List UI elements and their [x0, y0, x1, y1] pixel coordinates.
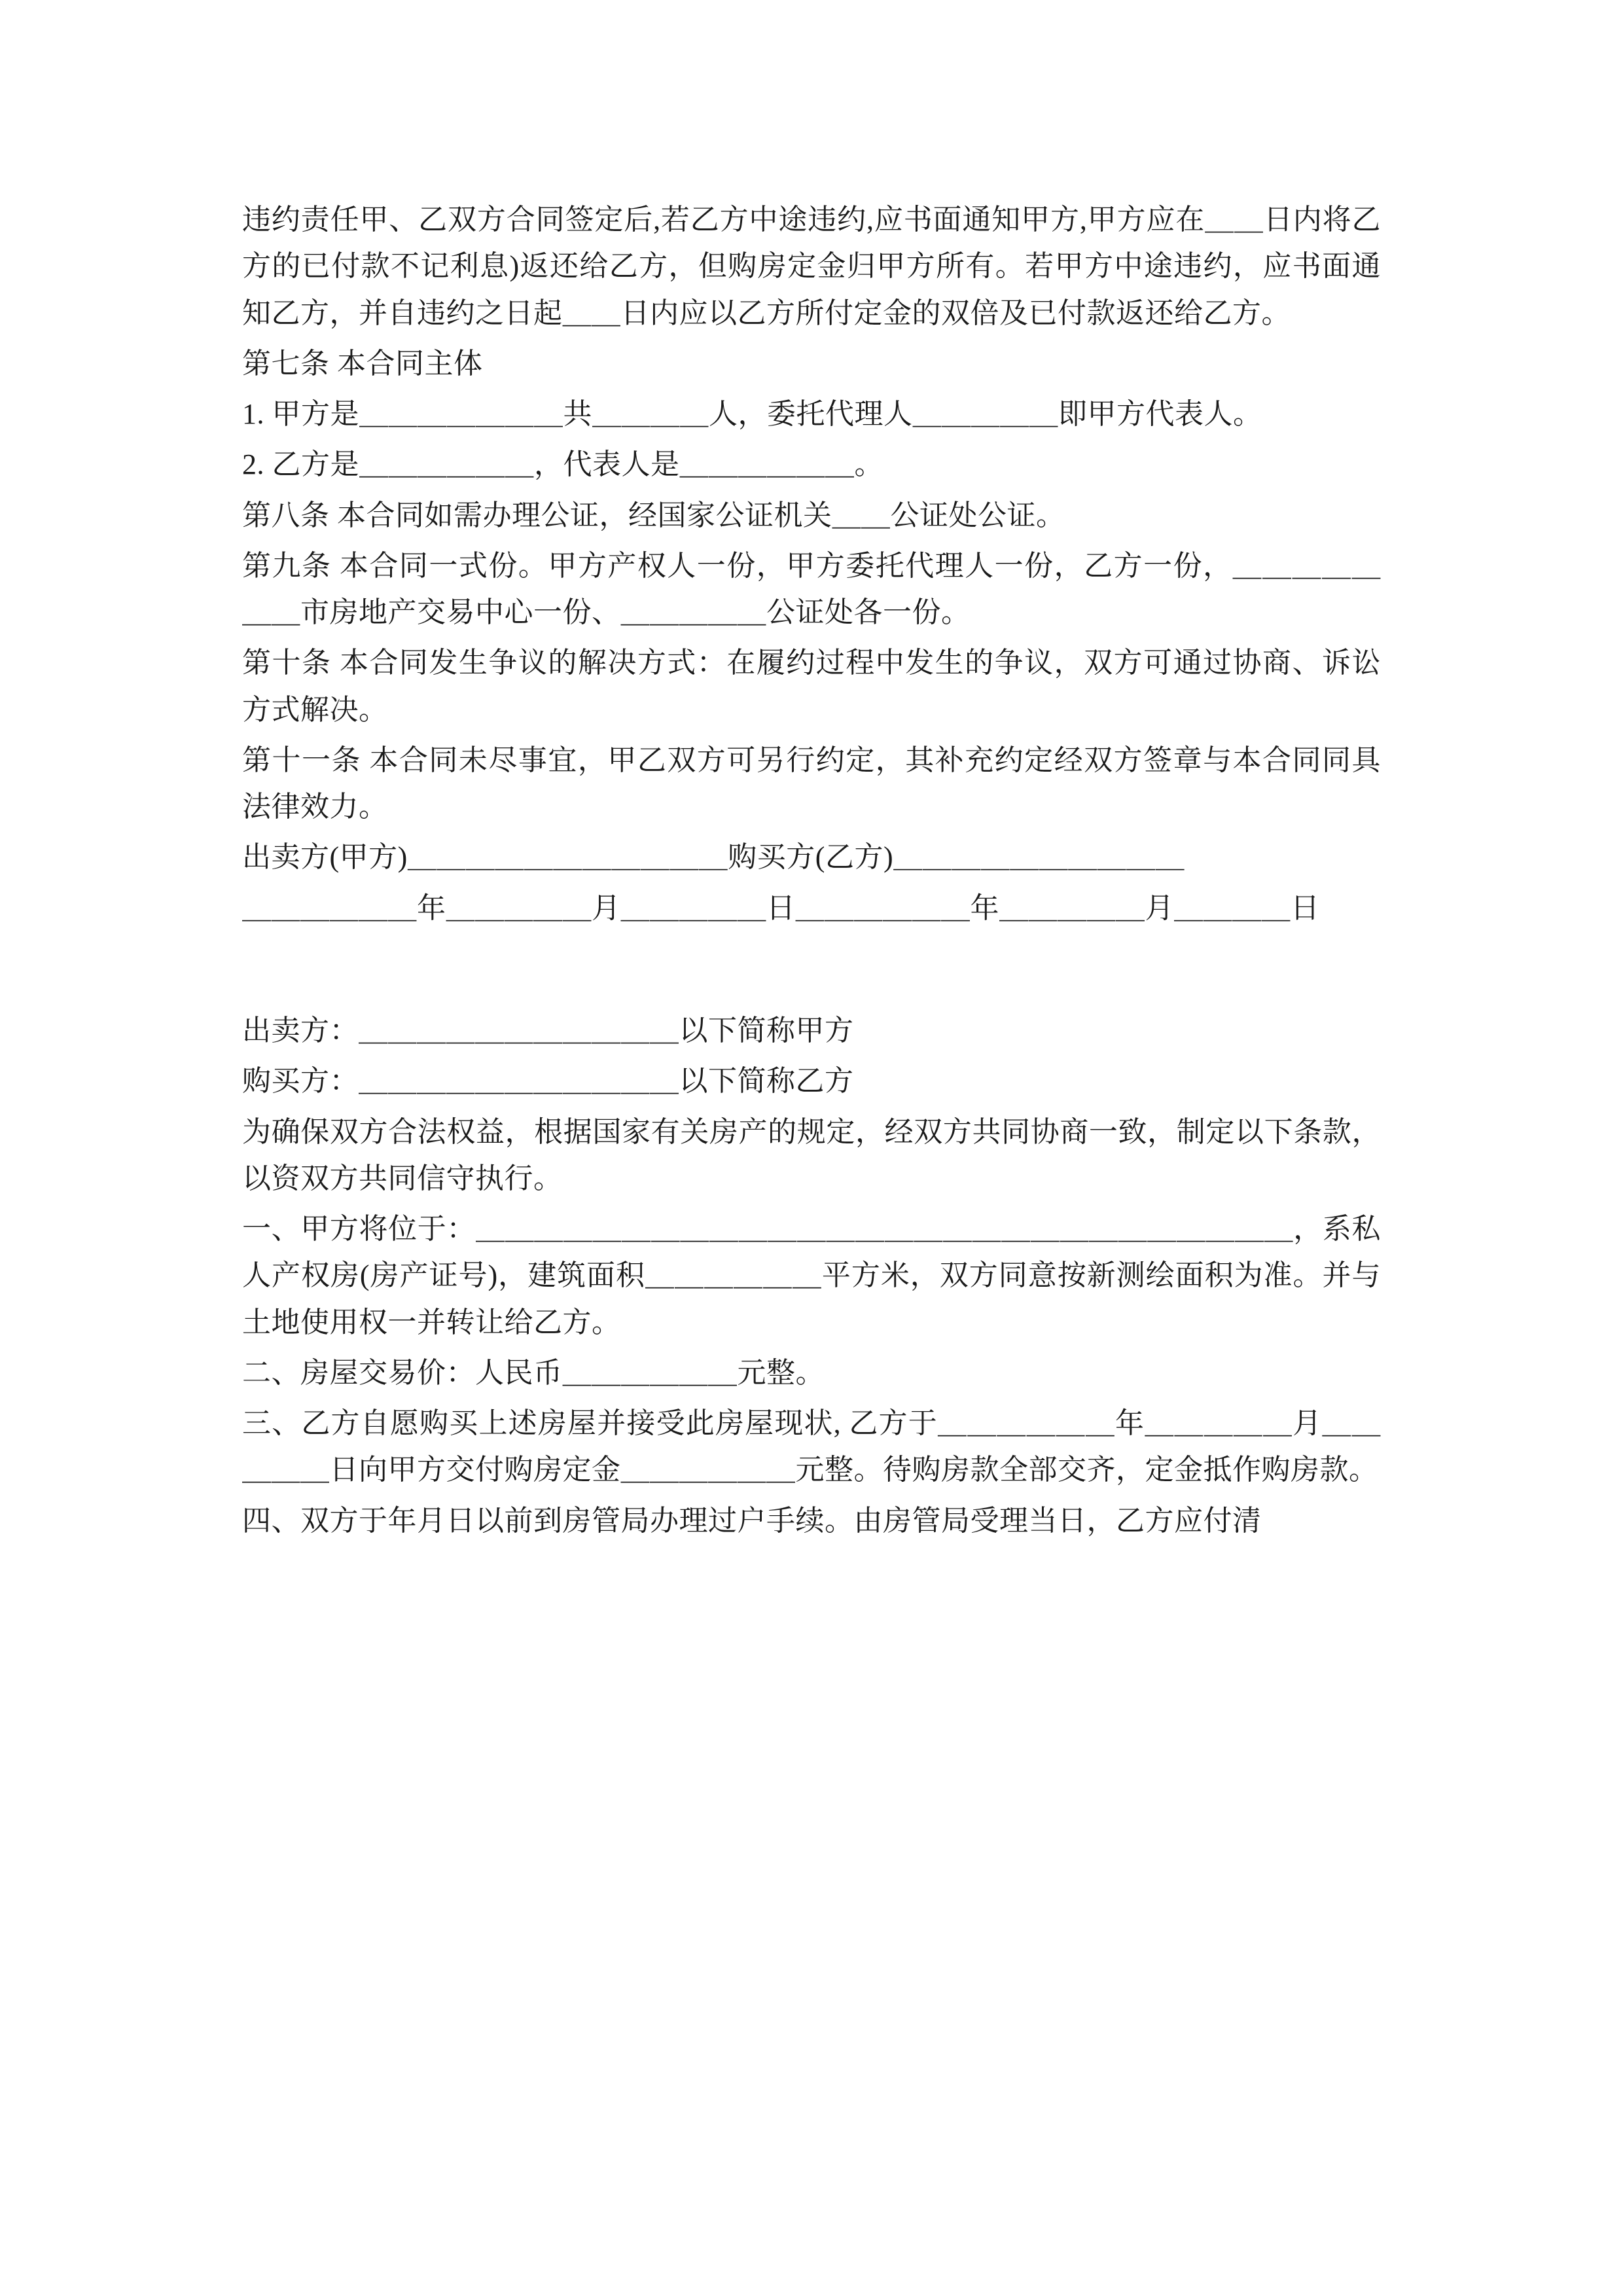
paragraph-clause-two: 二、房屋交易价：人民币＿＿＿＿＿＿元整。 [242, 1356, 825, 1389]
paragraph-article-nine: 第九条 本合同一式份。甲方产权人一份，甲方委托代理人一份，乙方一份，＿＿＿＿＿＿＿市房地产交易中心一份、＿＿＿＿＿公证处各一份。 [242, 549, 1381, 629]
paragraph-party-a: 1. 甲方是＿＿＿＿＿＿＿共＿＿＿＿人，委托代理人＿＿＿＿＿即甲方代表人。 [242, 398, 1262, 431]
signature-line-dates: ＿＿＿＿＿＿年＿＿＿＿＿月＿＿＿＿＿日＿＿＿＿＿＿年＿＿＿＿＿月＿＿＿＿日 [242, 891, 1320, 924]
paragraph-article-eight: 第八条 本合同如需办理公证，经国家公证机关＿＿公证处公证。 [242, 499, 1065, 531]
paragraph-seller-name: 出卖方：＿＿＿＿＿＿＿＿＿＿＿以下简称甲方 [242, 1014, 854, 1047]
paragraph-article-ten: 第十条 本合同发生争议的解决方式：在履约过程中发生的争议，双方可通过协商、诉讼方式解决。 [242, 647, 1381, 726]
paragraph-preamble: 为确保双方合法权益，根据国家有关房产的规定，经双方共同协商一致，制定以下条款，以资双方共同信守执行。 [242, 1115, 1381, 1194]
paragraph-clause-three: 三、乙方自愿购买上述房屋并接受此房屋现状, 乙方于＿＿＿＿＿＿年＿＿＿＿＿月＿＿＿＿＿日向甲方交付购房定金＿＿＿＿＿＿元整。待购房款全部交齐，定金抵作购房款。 [242, 1407, 1381, 1486]
section-spacer [242, 935, 1381, 1007]
signature-line-parties: 出卖方(甲方)＿＿＿＿＿＿＿＿＿＿＿购买方(乙方)＿＿＿＿＿＿＿＿＿＿ [242, 841, 1185, 874]
paragraph-buyer-name: 购买方：＿＿＿＿＿＿＿＿＿＿＿以下简称乙方 [242, 1065, 854, 1098]
paragraph-article-eleven: 第十一条 本合同未尽事宜，甲乙双方可另行约定，其补充约定经双方签章与本合同同具法律效力。 [242, 744, 1381, 823]
paragraph-article-seven: 第七条 本合同主体 [242, 347, 483, 380]
paragraph-breach-liability: 违约责任甲、乙双方合同签定后,若乙方中途违约,应书面通知甲方,甲方应在＿＿日内将乙方的已付款不记利息)返还给乙方，但购房定金归甲方所有。若甲方中途违约，应书面通知乙方，并自违约之日起＿＿日内应以乙方所付定金的双倍及已付款返还给乙方。 [242, 204, 1381, 329]
paragraph-party-b: 2. 乙方是＿＿＿＿＿＿，代表人是＿＿＿＿＿＿。 [242, 448, 883, 481]
paragraph-clause-four: 四、双方于年月日以前到房管局办理过户手续。由房管局受理当日，乙方应付清 [242, 1504, 1262, 1537]
paragraph-clause-one: 一、甲方将位于：＿＿＿＿＿＿＿＿＿＿＿＿＿＿＿＿＿＿＿＿＿＿＿＿＿＿＿＿，系私人产权房(房产证号)，建筑面积＿＿＿＿＿＿平方米，双方同意按新测绘面积为准。并与土地使用权一并转让给乙方。 [242, 1213, 1381, 1338]
document-body [242, 196, 1381, 1544]
